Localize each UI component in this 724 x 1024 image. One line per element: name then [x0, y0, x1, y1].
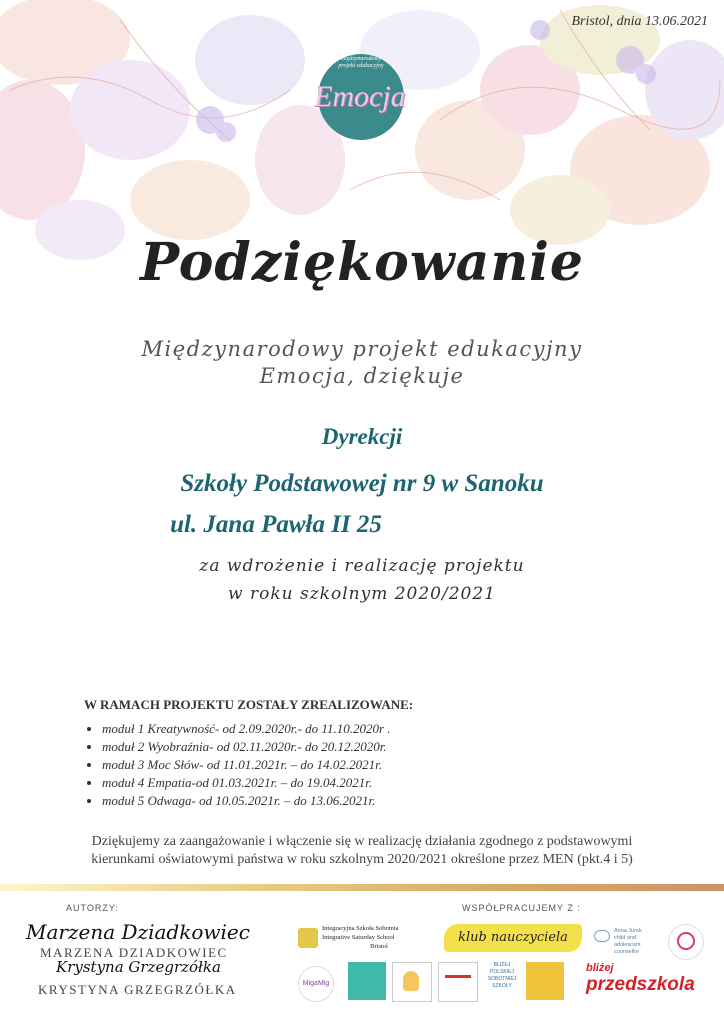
partner-logo-teal	[348, 962, 386, 1000]
modules-heading: W RAMACH PROJEKTU ZOSTAŁY ZREALIZOWANE:	[84, 697, 414, 712]
partner-klub-nauczyciela: klub nauczyciela	[444, 924, 582, 952]
certificate-subtitle: Międzynarodowy projekt edukacyjny Emocja, dziękuje	[141, 337, 583, 388]
module-item: • moduł 2 Wyobraźnia- od 02.11.2020r.- do 20.12.2020r.	[102, 738, 391, 756]
logo-top-text: międzynarodowy projekt edukacyjny	[338, 56, 384, 69]
partner-integrative-saturday-school: Integracyjna Szkoła Sobotnia Integrative Saturday School Bristol	[296, 924, 436, 954]
logo-wordmark: Emocja	[314, 80, 406, 113]
document-date: Bristol, dnia 13.06.2021	[571, 14, 708, 29]
recipient-school: Szkoły Podstawowej nr 9 w Sanoku	[180, 470, 544, 497]
authors-label: AUTORZY:	[66, 903, 119, 913]
partner-logo-yellow	[526, 962, 564, 1000]
partner-blizej-polskiej-szkoly: BLIŻEJ POLSKIEJ SOBOTNIEJ SZKOŁY	[482, 962, 522, 1000]
module-item: • moduł 5 Odwaga- od 10.05.2021r. – do 13.06.2021r.	[102, 792, 391, 810]
certificate-title: Podziękowanie	[140, 232, 584, 293]
lightbulb-icon	[403, 971, 419, 991]
school-icon	[298, 928, 318, 948]
module-item: • moduł 4 Empatia-od 01.03.2021r. – do 19.04.2021r.	[102, 774, 391, 792]
author2-name: KRYSTYNA GRZEGRZÓŁKA	[38, 982, 237, 997]
module-item: • moduł 1 Kreatywność- od 2.09.2020r.- do 11.10.2020r .	[102, 720, 391, 738]
partner-logo-bulb	[392, 962, 432, 1002]
partner-circle-logo	[668, 924, 704, 960]
partner-logo-book	[438, 962, 478, 1002]
author2-signature: Krystyna Grzegrzółka	[56, 958, 221, 976]
module-item: • moduł 3 Moc Słów- od 11.01.2021r. – do 14.02.2021r.	[102, 756, 391, 774]
recipient-address: ul. Jana Pawła II 25	[170, 511, 382, 538]
thanks-paragraph: Dziękujemy za zaangażowanie i włączenie się w realizację działania zgodnego z podstawowymi kierunkami oświatowymi państwa w roku szkolnym 2020/2021 określone przez MEN (pkt.4 i 5)	[91, 834, 633, 867]
speech-bubble-icon	[594, 930, 610, 942]
emocja-logo	[310, 50, 426, 138]
cooperation-label: WSPÓŁPRACUJEMY Z :	[462, 903, 581, 913]
partner-anna-jurek: Anna Jurek child and adolescent counsellor	[594, 928, 664, 952]
certificate-reason: za wdrożenie i realizację projektu w roku szkolnym 2020/2021	[199, 556, 525, 604]
partner-migamig: MigaMig	[298, 966, 334, 1002]
author1-signature: Marzena Dziadkowiec	[26, 920, 250, 944]
heart-icon	[677, 932, 695, 950]
modules-list	[84, 720, 391, 810]
author1-name: MARZENA DZIADKOWIEC	[40, 945, 228, 960]
book-icon	[445, 975, 471, 990]
recipient-role: Dyrekcji	[321, 424, 403, 449]
gold-divider	[0, 884, 724, 891]
partner-blizej-przedszkola: bliżej przedszkola	[586, 962, 695, 995]
